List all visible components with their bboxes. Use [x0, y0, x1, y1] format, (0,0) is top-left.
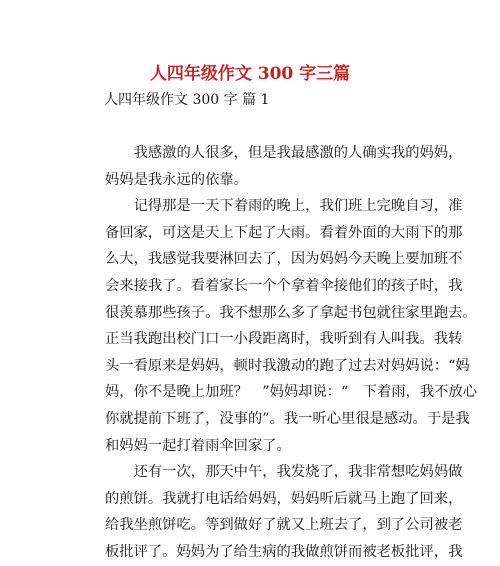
text-line: 妈，你不是晚上加班？ ”妈妈却说：“ 下着雨，我不放心 — [105, 384, 478, 401]
text-line: 你就提前下班了，没事的”。我一听心里很是感动。于是我 — [105, 410, 470, 427]
text-line: 么大，我感觉我要淋回去了，因为妈妈今天晚上要加班不 — [105, 251, 463, 268]
paragraph — [105, 193, 478, 459]
paragraph — [105, 140, 463, 193]
text-line: 还有一次，那天中午，我发烧了，我非常想吃妈妈做 — [105, 464, 463, 481]
text-line: 板批评了。妈妈为了给生病的我做煎饼而被老板批评，我 — [105, 543, 463, 560]
text-line: 给我坐煎饼吃。等到做好了就又上班去了，到了公司被老 — [105, 517, 463, 534]
text-line: 和妈妈一起打着雨伞回家了。 — [105, 437, 291, 454]
text-line: 正当我跑出校门口一小段距离时，我听到有人叫我。我转 — [105, 331, 463, 348]
text-line: 头一看原来是妈妈，顿时我激动的跑了过去对妈妈说：“妈 — [105, 357, 470, 374]
text-line: 记得那是一天下着雨的晚上，我们班上完晚自习，准 — [105, 198, 463, 215]
text-line: 会来接我了。看着家长一个个拿着伞接他们的孩子时，我 — [105, 277, 463, 294]
text-line: 的煎饼。我就打电话给妈妈，妈妈听后就马上跑了回来， — [105, 490, 463, 507]
essay-body — [105, 140, 478, 566]
paragraph — [105, 459, 463, 565]
text-line: 很羡慕那些孩子。我不想那么多了拿起书包就往家里跑去。 — [105, 304, 477, 321]
text-line: 我感激的人很多，但是我最感激的人确实我的妈妈， — [105, 145, 463, 161]
essay-heading: 人四年级作文 300 字 篇 1 — [104, 92, 270, 108]
document-title: 人四年级作文 300 字三篇 — [149, 64, 351, 84]
text-line: 备回家，可这是天上下起了大雨。看着外面的大雨下的那 — [105, 224, 463, 241]
text-line: 妈妈是我永远的依靠。 — [105, 171, 248, 188]
